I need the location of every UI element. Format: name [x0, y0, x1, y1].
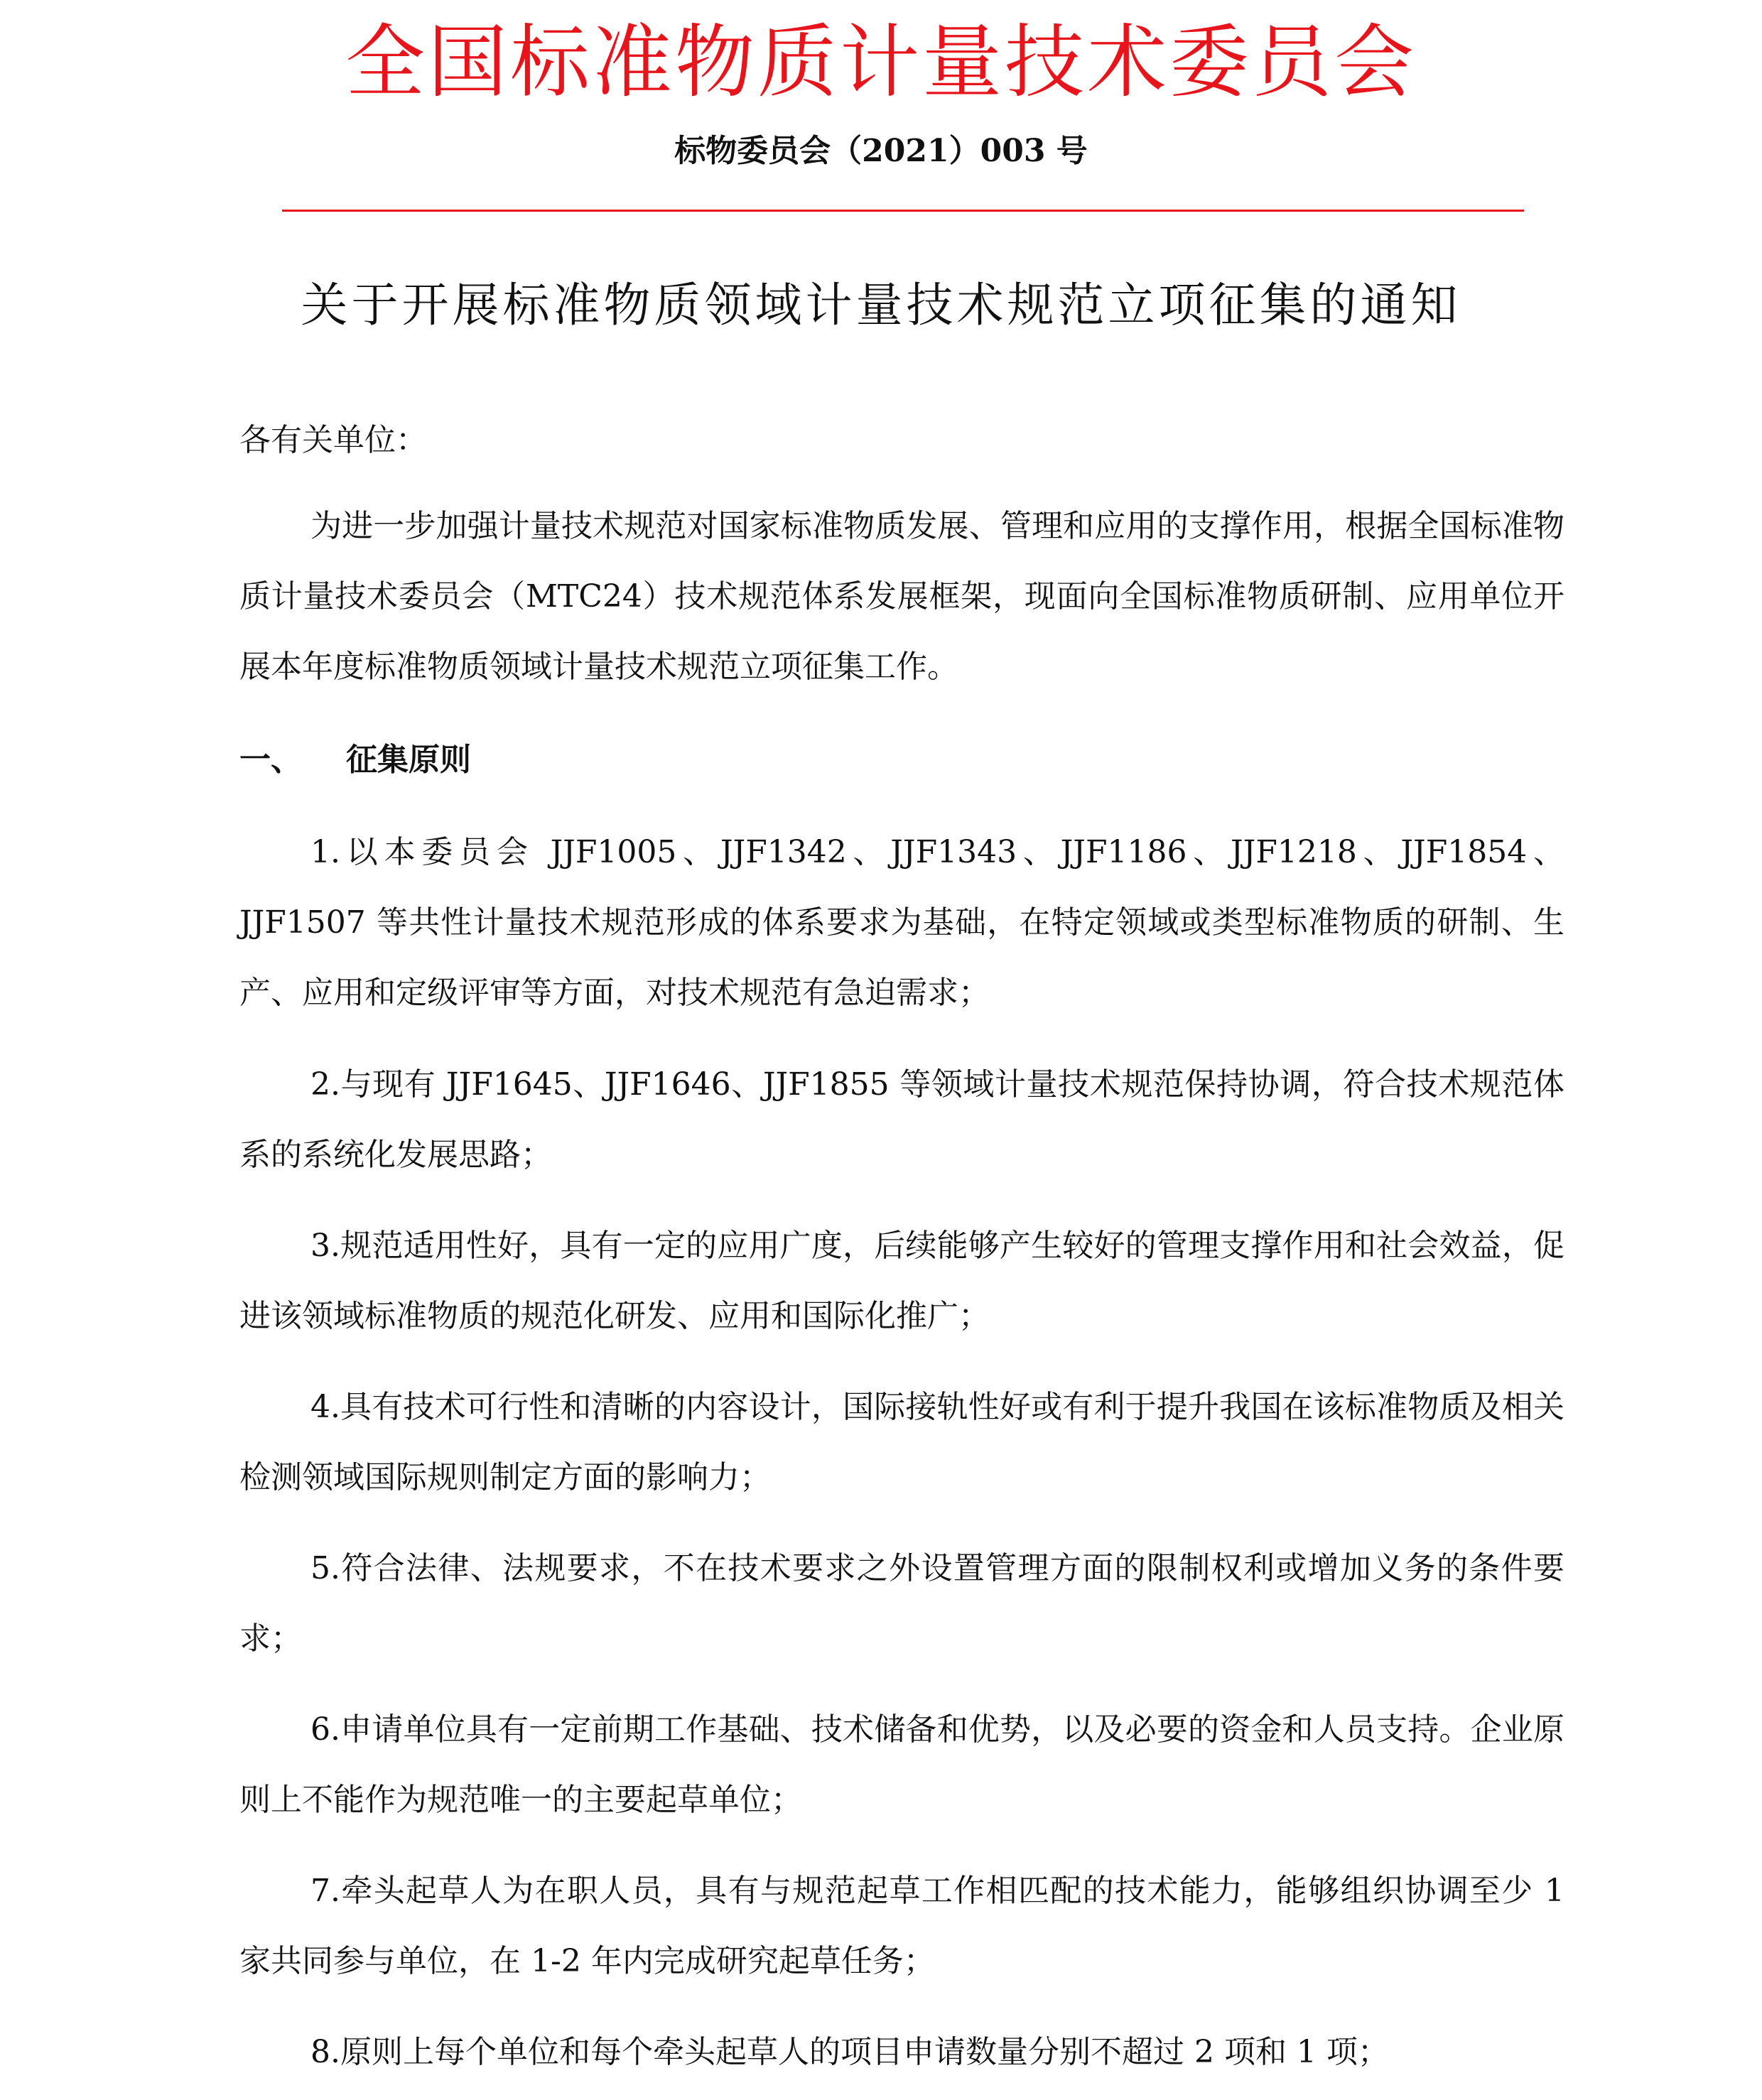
principle-item-5: 5.符合法律、法规要求，不在技术要求之外设置管理方面的限制权利或增加义务的条件要求；: [239, 1550, 1564, 1657]
principle-item-7: 7.牵头起草人为在职人员，具有与规范起草工作相匹配的技术能力，能够组织协调至少 1 家共同参与单位，在 1-2 年内完成研究起草任务；: [239, 1873, 1564, 1979]
principle-item-4: 4.具有技术可行性和清晰的内容设计，国际接轨性好或有利于提升我国在该标准物质及相关检测领域国际规则制定方面的影响力；: [239, 1389, 1564, 1495]
principle-item-6: 6.申请单位具有一定前期工作基础、技术储备和优势，以及必要的资金和人员支持。企业原则上不能作为规范唯一的主要起草单位；: [239, 1711, 1564, 1818]
section-title: 征集原则: [346, 742, 471, 778]
document-number: 标物委员会（2021）003 号: [674, 133, 1088, 169]
section-number: 一、: [239, 742, 302, 778]
principle-item-2: 2.与现有 JJF1645、JJF1646、JJF1855 等领域计量技术规范保持协调，符合技术规范体系的系统化发展思路；: [239, 1066, 1564, 1173]
principle-item-8: 8.原则上每个单位和每个牵头起草人的项目申请数量分别不超过 2 项和 1 项；: [310, 2034, 1389, 2070]
salutation: 各有关单位：: [239, 422, 427, 458]
organization-header: 全国标准物质计量技术委员会: [345, 16, 1417, 109]
section-heading: [239, 725, 471, 795]
notice-title: 关于开展标准物质领域计量技术规范立项征集的通知: [301, 278, 1461, 332]
red-divider-line: [282, 210, 1524, 212]
principle-item-3: 3.规范适用性好，具有一定的应用广度，后续能够产生较好的管理支撑作用和社会效益，促进该领域标准物质的规范化研发、应用和国际化推广；: [239, 1228, 1564, 1334]
principle-item-1: 1.以本委员会 JJF1005、JJF1342、JJF1343、JJF1186、JJF1218、JJF1854、JJF1507 等共性计量技术规范形成的体系要求为基础，在特定领域或类型标准物质的研制、生产、应用和定级评审等方面，对技术规范有急迫需求；: [239, 834, 1564, 1011]
intro-paragraph: 为进一步加强计量技术规范对国家标准物质发展、管理和应用的支撑作用，根据全国标准物质计量技术委员会（MTC24）技术规范体系发展框架，现面向全国标准物质研制、应用单位开展本年度标准物质领域计量技术规范立项征集工作。: [239, 508, 1564, 685]
